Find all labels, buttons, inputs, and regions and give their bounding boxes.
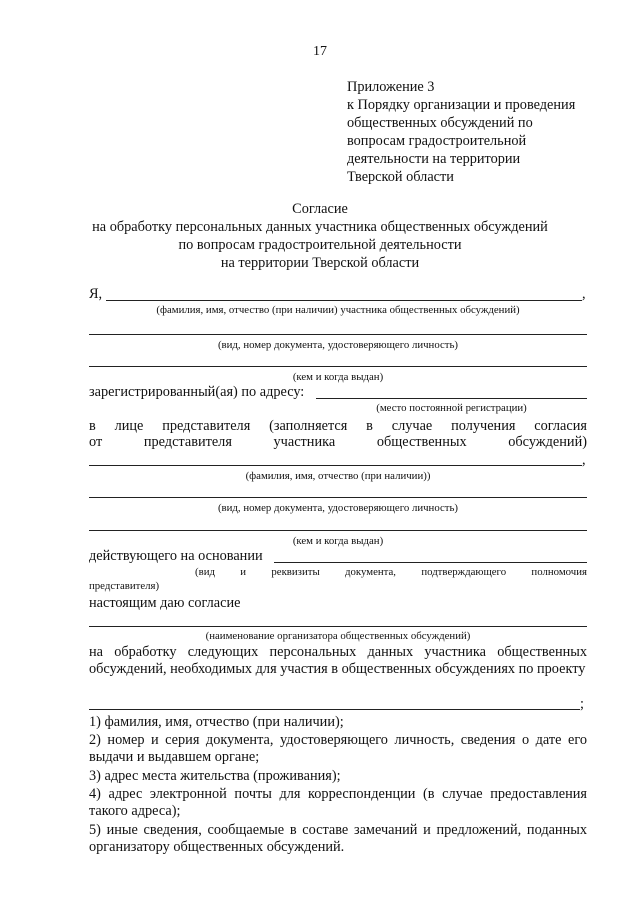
list-item: 2) номер и серия документа, удостоверяющего личность, сведения о дате его выдачи и выдавшем органе;	[89, 732, 587, 765]
comma: ,	[582, 452, 586, 468]
appendix-line: Приложение 3	[347, 79, 435, 95]
consent-label: настоящим даю согласие	[89, 595, 241, 611]
appendix-line: деятельности на территории	[347, 151, 521, 167]
project-line[interactable]	[89, 709, 580, 710]
title-line: на территории Тверской области	[220, 255, 420, 271]
ya-label: Я,	[89, 286, 103, 302]
registered-label: зарегистрированный(ая) по адресу:	[89, 384, 305, 400]
list-item: 1) фамилия, имя, отчество (при наличии);	[89, 714, 344, 730]
title-line: Согласие	[292, 201, 348, 217]
word: обсуждений)	[508, 434, 587, 450]
rep-name-line[interactable]	[89, 465, 582, 466]
word: лице	[114, 418, 144, 434]
doc-line-1[interactable]	[89, 334, 587, 335]
word: представителя	[143, 434, 232, 450]
word: и	[240, 566, 247, 578]
organizer-line[interactable]	[89, 626, 587, 627]
word: в	[89, 418, 96, 434]
participant-name-line[interactable]	[106, 300, 582, 301]
authority-line[interactable]	[274, 562, 587, 563]
word: в	[366, 418, 373, 434]
caption-issued-2: (кем и когда выдан)	[292, 535, 384, 547]
doc-line-2[interactable]	[89, 497, 587, 498]
caption-doc-1: (вид, номер документа, удостоверяющего личность)	[217, 339, 459, 351]
word: случае	[391, 418, 433, 434]
title-line: на обработку персональных данных участника общественных обсуждений	[92, 219, 548, 235]
processing-paragraph: на обработку следующих персональных данных участника общественных обсуждений, необходимых для участия в общественных обсуждениях по проекту	[89, 644, 587, 677]
caption-doc-2: (вид, номер документа, удостоверяющего личность)	[217, 502, 459, 514]
appendix-line: вопросам градостроительной	[347, 133, 527, 149]
word: (заполняется	[269, 418, 348, 434]
title-line: по вопросам градостроительной деятельности	[178, 237, 462, 253]
caption-address: (место постоянной регистрации)	[376, 402, 527, 414]
appendix-line: общественных обсуждений по	[347, 115, 533, 131]
issued-line-2[interactable]	[89, 530, 587, 531]
appendix-line: Тверской области	[347, 169, 454, 185]
caption-authority	[195, 566, 587, 579]
word: (вид	[195, 566, 215, 578]
address-line[interactable]	[316, 398, 587, 399]
appendix-line: к Порядку организации и проведения	[347, 97, 576, 113]
word: от	[89, 434, 103, 450]
document-title	[0, 200, 640, 272]
representative-line-1	[89, 418, 587, 434]
caption-organizer: (наименование организатора общественных обсуждений)	[205, 630, 471, 642]
page-number: 17	[313, 44, 327, 59]
issued-line-1[interactable]	[89, 366, 587, 367]
word: участника	[273, 434, 336, 450]
acting-label: действующего на основании	[89, 548, 263, 564]
caption-authority-tail: представителя)	[89, 580, 160, 592]
word: подтверждающего	[421, 566, 507, 578]
semicolon: ;	[580, 696, 584, 712]
caption-participant-fio: (фамилия, имя, отчество (при наличии) участника общественных обсуждений)	[156, 304, 520, 316]
word: полномочия	[531, 566, 587, 578]
list-item: 4) адрес электронной почты для корреспонденции (в случае предоставления такого адреса);	[89, 786, 587, 819]
caption-fio: (фамилия, имя, отчество (при наличии))	[245, 470, 431, 482]
word: получения	[451, 418, 516, 434]
word: общественных	[376, 434, 467, 450]
caption-issued-1: (кем и когда выдан)	[292, 371, 384, 383]
list-item: 3) адрес места жительства (проживания);	[89, 768, 341, 784]
word: представителя	[162, 418, 251, 434]
representative-line-2	[89, 434, 587, 450]
appendix-header	[347, 78, 575, 186]
word: согласия	[534, 418, 587, 434]
list-item: 5) иные сведения, сообщаемые в составе замечаний и предложений, поданных организатору общественных обсуждений.	[89, 822, 587, 855]
word: реквизиты	[271, 566, 320, 578]
comma: ,	[582, 286, 586, 302]
word: документа,	[345, 566, 397, 578]
